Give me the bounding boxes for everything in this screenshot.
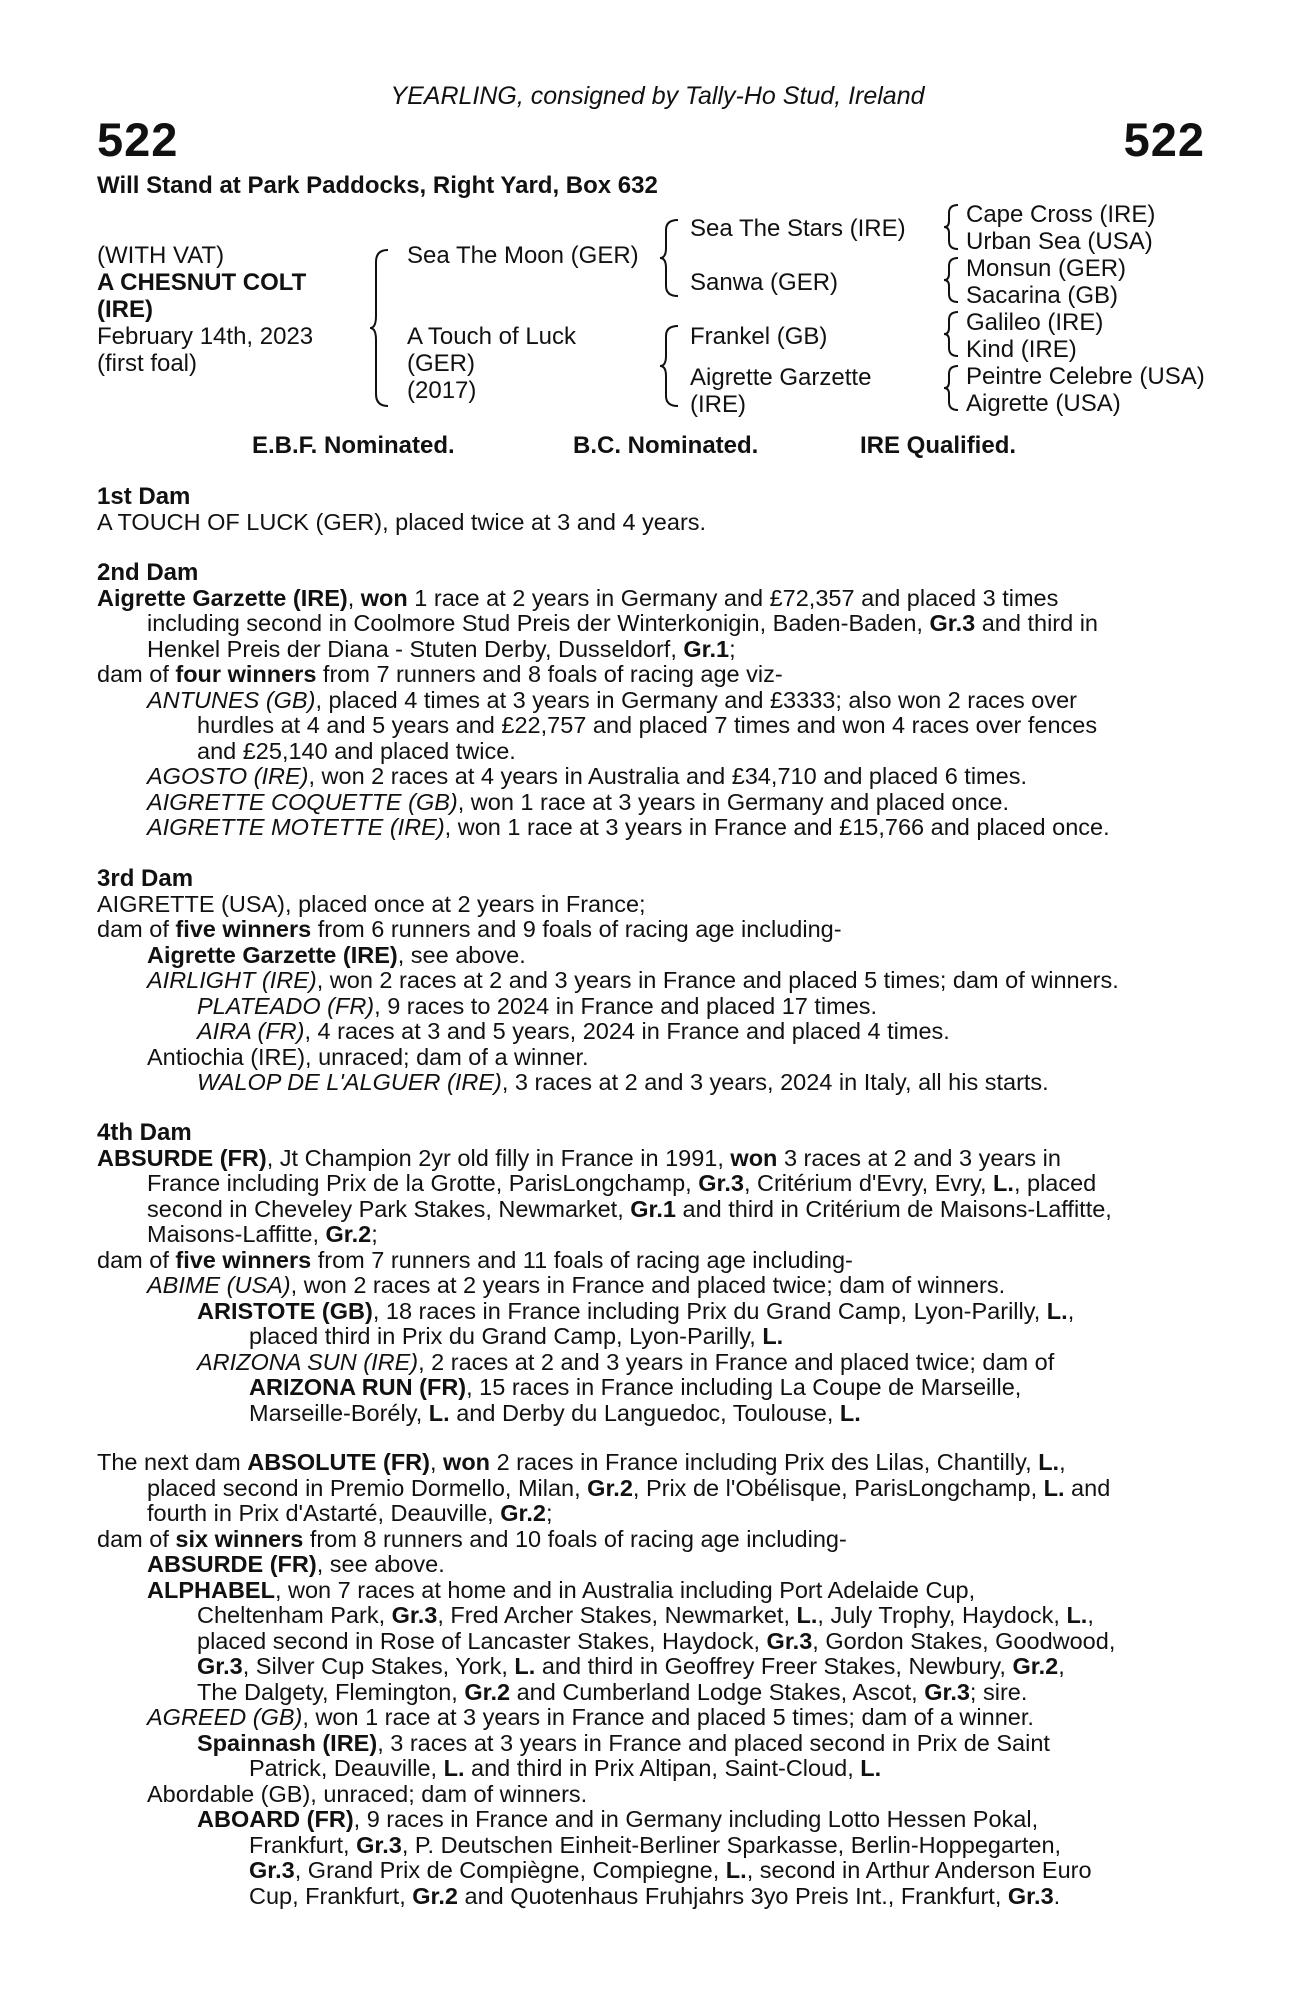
progeny-entry: PLATEADO (FR), 9 races to 2024 in France and placed 17 times. [197, 992, 878, 1019]
dam-name-line3: (2017) [407, 377, 477, 404]
progeny-entry: ANTUNES (GB), placed 4 times at 3 years in Germany and £3333; also won 2 races over [147, 686, 1077, 713]
dam-of-line: dam of six winners from 8 runners and 10 foals of racing age including- [97, 1525, 847, 1552]
dam-of-line: dam of five winners from 7 runners and 11 foals of racing age including- [97, 1246, 853, 1273]
progeny-entry: AGREED (GB), won 1 race at 3 years in France and placed 5 times; dam of a winner. [147, 1704, 1034, 1730]
foaling-date: February 14th, 2023 [97, 323, 314, 350]
consignment-header: YEARLING, consigned by Tally-Ho Stud, Ireland [390, 82, 925, 110]
sire-dam: Sanwa (GER) [690, 269, 839, 296]
dam-dam-line1: Aigrette Garzette [690, 364, 872, 391]
dam-dam-line2: (IRE) [690, 391, 746, 418]
great-grandsire-7: Peintre Celebre (USA) [966, 363, 1205, 390]
progeny-entry: AIGRETTE COQUETTE (GB), won 1 race at 3 years in Germany and placed once. [147, 788, 1009, 815]
great-grandsire-1: Cape Cross (IRE) [966, 201, 1156, 228]
progeny-entry: Antiochia (IRE), unraced; dam of a winner. [147, 1043, 589, 1070]
stand-location: Will Stand at Park Paddocks, Right Yard, Box 632 [97, 172, 658, 199]
progeny-entry: AIGRETTE MOTETTE (IRE), won 1 race at 3 years in France and £15,766 and placed once. [147, 814, 1110, 840]
great-granddam-2: Urban Sea (USA) [966, 228, 1153, 255]
progeny-entry: AGOSTO (IRE), won 2 races at 4 years in Australia and £34,710 and placed 6 times. [147, 763, 1027, 789]
dam-name-line2: (GER) [407, 350, 475, 377]
bc-nomination: B.C. Nominated. [573, 432, 759, 459]
ire-qualified: IRE Qualified. [860, 432, 1017, 459]
great-granddam-8: Aigrette (USA) [966, 390, 1121, 417]
progeny-entry: ARISTOTE (GB), 18 races in France including Prix du Grand Camp, Lyon-Parilly, L., [197, 1297, 1075, 1324]
second-dam-section: 2nd Dam Aigrette Garzette (IRE), won 1 race at 2 years in Germany and £72,357 and placed 3 times including second in Coolmore Stud Preis der Winterkonigin, Baden-Baden, Gr.3 and third in Henkel Preis der Diana - Stuten Derby, Dusseldorf, Gr.1; dam of four winners from 7 runners and 8 foals of racing age viz- ANTUNES (GB), placed 4 times at 3 years in Germany and £3333; also won 2 races over hurdles at 4 and 5 years and £22,757 and placed 7 times and won 4 races over fences and £25,140 and placed twice. AGOSTO (IRE), won 2 races at 4 years in Australia and £34,710 and placed 6 times. AIGRETTE COQUETTE (GB), won 1 race at 3 years in Germany and placed once. AIGRETTE MOTETTE (IRE), won 1 race at 3 years in France and £15,766 and placed once. [97, 560, 1205, 841]
progeny-entry: ABIME (USA), won 2 races at 2 years in France and placed twice; dam of winners. [147, 1272, 1006, 1298]
second-dam-line: Aigrette Garzette (IRE), won 1 race at 2 years in Germany and £72,357 and placed 3 times [97, 584, 1059, 611]
lot-name-line2: (IRE) [97, 296, 153, 323]
progeny-entry: ABOARD (FR), 9 races in France and in Germany including Lotto Hessen Pokal, [197, 1806, 1039, 1832]
lot-number-right: 522 [1123, 113, 1205, 166]
pedigree-bracket-g4 [944, 364, 960, 412]
progeny-entry: ARIZONA RUN (FR), 15 races in France including La Coupe de Marseille, [249, 1374, 1022, 1400]
progeny-entry: ABSURDE (FR), see above. [147, 1551, 445, 1577]
first-dam-section [97, 484, 1205, 535]
progeny-entry: Aigrette Garzette (IRE), see above. [147, 941, 526, 968]
pedigree-bracket-2 [660, 218, 680, 298]
progeny-entry: Abordable (GB), unraced; dam of winners. [147, 1780, 588, 1807]
sire-sire: Sea The Stars (IRE) [690, 215, 906, 242]
sire-name: Sea The Moon (GER) [407, 242, 639, 269]
progeny-entry: AIRLIGHT (IRE), won 2 races at 2 and 3 years in France and placed 5 times; dam of winners. [147, 967, 1119, 993]
great-granddam-6: Kind (IRE) [966, 336, 1077, 363]
vat-note: (WITH VAT) [97, 242, 225, 269]
horse-name: Aigrette Garzette (IRE) [97, 584, 348, 611]
fourth-dam-heading: 4th Dam [97, 1119, 192, 1146]
progeny-entry: Spainnash (IRE), 3 races at 3 years in France and placed second in Prix de Saint [197, 1729, 1050, 1756]
next-dam-section: The next dam ABSOLUTE (FR), won 2 races in France including Prix des Lilas, Chantilly, L., placed second in Premio Dormello, Milan, Gr.2, Prix de l'Obélisque, ParisLongchamp, L. and fourth in Prix d'Astarté, Deauville, Gr.2; dam of six winners from 8 runners and 10 foals of racing age including- ABSURDE (FR), see above. ALPHABEL, won 7 races at home and in Australia including Port Adelaide Cup, Cheltenham Park, Gr.3, Fred Archer Stakes, Newmarket, L., July Trophy, Haydock, L., placed second in Rose of Lancaster Stakes, Haydock, Gr.3, Gordon Stakes, Goodwood, Gr.3, Silver Cup Stakes, York, L. and third in Geoffrey Freer Stakes, Newbury, Gr.2, The Dalgety, Flemington, Gr.2 and Cumberland Lodge Stakes, Ascot, Gr.3; sire. AGREED (GB), won 1 race at 3 years in France and placed 5 times; dam of a winner. Spainnash (IRE), 3 races at 3 years in France and placed second in Prix de Saint Patrick, Deauville, L. and third in Prix Altipan, Saint-Cloud, L. Abordable (GB), unraced; dam of winners. ABOARD (FR), 9 races in France and in Germany including Lotto Hessen Pokal, Frankfurt, Gr.3, P. Deutschen Einheit-Berliner Sparkasse, Berlin-Hoppegarten, Gr.3, Grand Prix de Compiègne, Compiegne, L., second in Arthur Anderson Euro Cup, Frankfurt, Gr.2 and Quotenhaus Fruhjahrs 3yo Preis Int., Frankfurt, Gr.3. [97, 1450, 1205, 1909]
first-dam-text: A TOUCH OF LUCK (GER), placed twice at 3 and 4 years. [97, 508, 707, 535]
great-grandsire-5: Galileo (IRE) [966, 309, 1104, 336]
foal-note: (first foal) [97, 350, 198, 377]
great-granddam-4: Sacarina (GB) [966, 282, 1119, 309]
dam-of-line: dam of four winners from 7 runners and 8 foals of racing age viz- [97, 661, 783, 687]
lot-number-left: 522 [97, 113, 179, 166]
dam-of-line: dam of five winners from 6 runners and 9 foals of racing age including- [97, 916, 842, 942]
pedigree-bracket-g3 [944, 310, 960, 358]
pedigree-bracket-1 [370, 248, 390, 408]
dam-name-line1: A Touch of Luck [407, 323, 577, 350]
lot-name-line1: A CHESNUT COLT [97, 269, 307, 296]
second-dam-heading: 2nd Dam [97, 559, 199, 586]
pedigree-bracket-3 [660, 324, 680, 408]
pedigree-bracket-g1 [944, 203, 960, 251]
ebf-nomination: E.B.F. Nominated. [252, 432, 455, 459]
third-dam-section: 3rd Dam AIGRETTE (USA), placed once at 2 years in France; dam of five winners from 6 runners and 9 foals of racing age including- Aigrette Garzette (IRE), see above. AIRLIGHT (IRE), won 2 races at 2 and 3 years in France and placed 5 times; dam of winners. PLATEADO (FR), 9 races to 2024 in France and placed 17 times. AIRA (FR), 4 races at 3 and 5 years, 2024 in France and placed 4 times. Antiochia (IRE), unraced; dam of a winner. WALOP DE L'ALGUER (IRE), 3 races at 2 and 3 years, 2024 in Italy, all his starts. [97, 866, 1205, 1096]
pedigree-bracket-g2 [944, 256, 960, 304]
fourth-dam-section: 4th Dam ABSURDE (FR), Jt Champion 2yr old filly in France in 1991, won 3 races at 2 and 3 years in France including Prix de la Grotte, ParisLongchamp, Gr.3, Critérium d'Evry, Evry, L., placed second in Cheveley Park Stakes, Newmarket, Gr.1 and third in Critérium de Maisons-Laffitte, Maisons-Laffitte, Gr.2; dam of five winners from 7 runners and 11 foals of racing age including- ABIME (USA), won 2 races at 2 years in France and placed twice; dam of winners. ARISTOTE (GB), 18 races in France including Prix du Grand Camp, Lyon-Parilly, L., placed third in Prix du Grand Camp, Lyon-Parilly, L. ARIZONA SUN (IRE), 2 races at 2 and 3 years in France and placed twice; dam of ARIZONA RUN (FR), 15 races in France including La Coupe de Marseille, Marseille-Borély, L. and Derby du Languedoc, Toulouse, L. [97, 1120, 1205, 1426]
first-dam-heading: 1st Dam [97, 483, 191, 510]
great-grandsire-3: Monsun (GER) [966, 255, 1127, 282]
progeny-entry: ARIZONA SUN (IRE), 2 races at 2 and 3 years in France and placed twice; dam of [197, 1348, 1055, 1375]
progeny-entry: WALOP DE L'ALGUER (IRE), 3 races at 2 and 3 years, 2024 in Italy, all his starts. [197, 1069, 1049, 1095]
dam-sire: Frankel (GB) [690, 323, 828, 350]
progeny-entry: AIRA (FR), 4 races at 3 and 5 years, 2024 in France and placed 4 times. [197, 1018, 950, 1044]
third-dam-heading: 3rd Dam [97, 865, 194, 892]
progeny-entry: ALPHABEL, won 7 races at home and in Australia including Port Adelaide Cup, [147, 1576, 976, 1603]
